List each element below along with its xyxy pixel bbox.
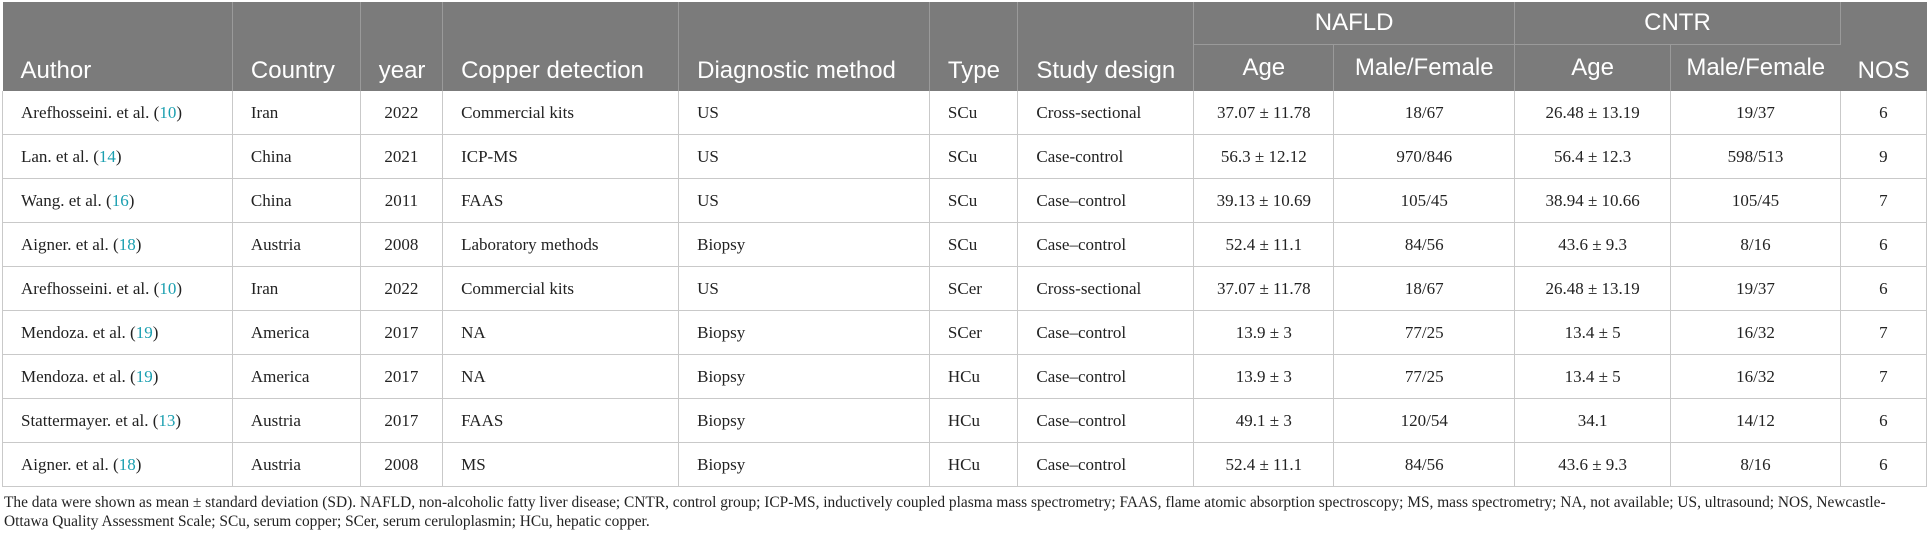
cell-nafld-mf: 84/56 [1334, 443, 1515, 487]
header-study-design: Study design [1018, 2, 1194, 91]
cell-design: Case–control [1018, 223, 1194, 267]
cell-design: Case-control [1018, 135, 1194, 179]
table-row [3, 135, 1927, 179]
cell-type: HCu [929, 355, 1018, 399]
cell-type: SCu [929, 179, 1018, 223]
table-footnote: The data were shown as mean ± standard deviation (SD). NAFLD, non-alcoholic fatty liver disease; CNTR, control group; ICP-MS, inductively coupled plasma mass spectrometry; FAAS, flame atomic absorption spectroscopy; MS, mass spectrometry; NA, not available; US, ultrasound; NOS, Newcastle-Ottawa Quality Assessment Scale; SCu, serum copper; SCer, serum ceruloplasmin; HCu, hepatic copper. [4, 494, 1886, 530]
cell-nos: 6 [1840, 223, 1926, 267]
cell-design: Case–control [1018, 355, 1194, 399]
author-paren-close: ) [176, 102, 182, 122]
cell-nafld-age: 13.9 ± 3 [1194, 355, 1334, 399]
cell-year: 2022 [360, 267, 442, 311]
cell-cntr-mf: 105/45 [1671, 179, 1841, 223]
cell-nafld-mf: 105/45 [1334, 179, 1515, 223]
cell-country: Austria [232, 399, 360, 443]
cell-nos: 7 [1840, 355, 1926, 399]
cell-cntr-mf: 8/16 [1671, 443, 1841, 487]
cell-copper: Commercial kits [443, 91, 679, 135]
author-paren-close: ) [135, 454, 142, 474]
cell-type: SCu [929, 135, 1018, 179]
cell-diag: US [679, 179, 930, 223]
cell-copper: FAAS [443, 179, 679, 223]
cell-country: Iran [232, 91, 360, 135]
cell-cntr-age: 38.94 ± 10.66 [1515, 179, 1671, 223]
cell-year: 2022 [360, 91, 442, 135]
cell-nafld-age: 52.4 ± 11.1 [1194, 443, 1334, 487]
cell-cntr-age: 26.48 ± 13.19 [1515, 267, 1671, 311]
cell-nos: 6 [1840, 267, 1926, 311]
table-row [3, 443, 1927, 487]
header-author: Author [3, 2, 233, 91]
reference-link[interactable]: 14 [98, 146, 116, 166]
author-name: Arefhosseini. et al. ( [21, 278, 160, 298]
cell-cntr-mf: 19/37 [1671, 91, 1841, 135]
cell-cntr-mf: 8/16 [1671, 223, 1841, 267]
cell-author [3, 355, 233, 399]
cell-country: America [232, 355, 360, 399]
table-row [3, 179, 1927, 223]
cell-cntr-age: 43.6 ± 9.3 [1515, 443, 1671, 487]
cell-country: America [232, 311, 360, 355]
cell-diag: Biopsy [679, 399, 930, 443]
cell-author [3, 179, 233, 223]
author-name: Aigner. et al. ( [21, 454, 119, 474]
author-paren-close: ) [175, 410, 182, 430]
cell-cntr-mf: 14/12 [1671, 399, 1841, 443]
cell-cntr-age: 34.1 [1515, 399, 1671, 443]
cell-nos: 6 [1840, 443, 1926, 487]
author-name: Stattermayer. et al. ( [21, 410, 159, 430]
author-name: Wang. et al. ( [21, 190, 112, 210]
author-paren-close: ) [135, 234, 142, 254]
reference-link[interactable]: 18 [118, 454, 136, 474]
cell-diag: US [679, 91, 930, 135]
cell-diag: Biopsy [679, 443, 930, 487]
cell-copper: ICP-MS [443, 135, 679, 179]
cell-design: Case–control [1018, 443, 1194, 487]
cell-cntr-mf: 16/32 [1671, 355, 1841, 399]
cell-diag: Biopsy [679, 311, 930, 355]
cell-author [3, 311, 233, 355]
cell-type: SCu [929, 91, 1018, 135]
cell-author [3, 443, 233, 487]
cell-type: SCer [929, 267, 1018, 311]
cell-diag: Biopsy [679, 355, 930, 399]
header-country: Country [232, 2, 360, 91]
header-cntr-male-female: Male/Female [1671, 45, 1841, 92]
author-name: Aigner. et al. ( [21, 234, 119, 254]
cell-nafld-mf: 970/846 [1334, 135, 1515, 179]
cell-author [3, 91, 233, 135]
header-nafld-male-female: Male/Female [1334, 45, 1515, 92]
reference-link[interactable]: 13 [158, 410, 176, 430]
cell-copper: NA [443, 355, 679, 399]
cell-diag: US [679, 135, 930, 179]
cell-author [3, 223, 233, 267]
cell-diag: Biopsy [679, 223, 930, 267]
study-table-container [2, 2, 1927, 531]
cell-nos: 6 [1840, 91, 1926, 135]
header-nos: NOS [1840, 2, 1926, 91]
cell-type: SCer [929, 311, 1018, 355]
cell-nafld-mf: 84/56 [1334, 223, 1515, 267]
cell-copper: Laboratory methods [443, 223, 679, 267]
cell-type: HCu [929, 443, 1018, 487]
table-row [3, 91, 1927, 135]
cell-year: 2017 [360, 399, 442, 443]
header-type: Type [929, 2, 1018, 91]
cell-country: Austria [232, 223, 360, 267]
cell-nafld-mf: 77/25 [1334, 355, 1515, 399]
table-row [3, 267, 1927, 311]
cell-year: 2021 [360, 135, 442, 179]
cell-author [3, 267, 233, 311]
reference-link[interactable]: 10 [159, 278, 177, 298]
cell-nafld-age: 37.07 ± 11.78 [1194, 267, 1334, 311]
table-row [3, 311, 1927, 355]
cell-year: 2008 [360, 223, 442, 267]
cell-author [3, 135, 233, 179]
cell-author [3, 399, 233, 443]
cell-diag: US [679, 267, 930, 311]
table-header [3, 2, 1927, 91]
cell-nos: 7 [1840, 179, 1926, 223]
cell-cntr-mf: 598/513 [1671, 135, 1841, 179]
cell-nafld-age: 56.3 ± 12.12 [1194, 135, 1334, 179]
table-row [3, 355, 1927, 399]
header-nafld-age: Age [1194, 45, 1334, 92]
cell-copper: FAAS [443, 399, 679, 443]
cell-cntr-age: 56.4 ± 12.3 [1515, 135, 1671, 179]
cell-year: 2017 [360, 355, 442, 399]
reference-link[interactable]: 10 [159, 102, 177, 122]
cell-country: Austria [232, 443, 360, 487]
cell-nafld-mf: 18/67 [1334, 91, 1515, 135]
header-cntr-age: Age [1515, 45, 1671, 92]
cell-year: 2008 [360, 443, 442, 487]
cell-cntr-age: 13.4 ± 5 [1515, 311, 1671, 355]
cell-country: China [232, 135, 360, 179]
author-name: Mendoza. et al. ( [21, 366, 136, 386]
reference-link[interactable]: 19 [135, 322, 153, 342]
cell-nos: 9 [1840, 135, 1926, 179]
table-body [3, 91, 1927, 487]
header-copper-detection: Copper detection [443, 2, 679, 91]
cell-cntr-mf: 16/32 [1671, 311, 1841, 355]
cell-design: Cross-sectional [1018, 91, 1194, 135]
cell-nafld-age: 52.4 ± 11.1 [1194, 223, 1334, 267]
cell-cntr-mf: 19/37 [1671, 267, 1841, 311]
cell-nafld-mf: 18/67 [1334, 267, 1515, 311]
cell-type: HCu [929, 399, 1018, 443]
author-paren-close: ) [152, 366, 159, 386]
cell-design: Case–control [1018, 399, 1194, 443]
cell-design: Cross-sectional [1018, 267, 1194, 311]
cell-nos: 6 [1840, 399, 1926, 443]
author-paren-close: ) [176, 278, 182, 298]
cell-nafld-age: 49.1 ± 3 [1194, 399, 1334, 443]
author-name: Lan. et al. ( [21, 146, 99, 166]
header-cntr-group: CNTR [1515, 2, 1841, 45]
cell-copper: NA [443, 311, 679, 355]
cell-country: China [232, 179, 360, 223]
cell-nafld-age: 37.07 ± 11.78 [1194, 91, 1334, 135]
cell-cntr-age: 26.48 ± 13.19 [1515, 91, 1671, 135]
author-name: Mendoza. et al. ( [21, 322, 136, 342]
cell-country: Iran [232, 267, 360, 311]
reference-link[interactable]: 19 [135, 366, 153, 386]
cell-year: 2011 [360, 179, 442, 223]
cell-nafld-mf: 77/25 [1334, 311, 1515, 355]
header-year: year [360, 2, 442, 91]
cell-cntr-age: 43.6 ± 9.3 [1515, 223, 1671, 267]
reference-link[interactable]: 18 [118, 234, 136, 254]
cell-copper: MS [443, 443, 679, 487]
reference-link[interactable]: 16 [111, 190, 129, 210]
author-name: Arefhosseini. et al. ( [21, 102, 160, 122]
cell-nos: 7 [1840, 311, 1926, 355]
table-row [3, 399, 1927, 443]
cell-copper: Commercial kits [443, 267, 679, 311]
study-characteristics-table [2, 2, 1927, 487]
author-paren-close: ) [115, 146, 122, 166]
header-nafld-group: NAFLD [1194, 2, 1515, 45]
cell-year: 2017 [360, 311, 442, 355]
cell-cntr-age: 13.4 ± 5 [1515, 355, 1671, 399]
cell-nafld-age: 13.9 ± 3 [1194, 311, 1334, 355]
author-paren-close: ) [152, 322, 159, 342]
cell-type: SCu [929, 223, 1018, 267]
cell-nafld-age: 39.13 ± 10.69 [1194, 179, 1334, 223]
cell-design: Case–control [1018, 179, 1194, 223]
cell-nafld-mf: 120/54 [1334, 399, 1515, 443]
header-diagnostic-method: Diagnostic method [679, 2, 930, 91]
author-paren-close: ) [128, 190, 135, 210]
table-row [3, 223, 1927, 267]
cell-design: Case–control [1018, 311, 1194, 355]
